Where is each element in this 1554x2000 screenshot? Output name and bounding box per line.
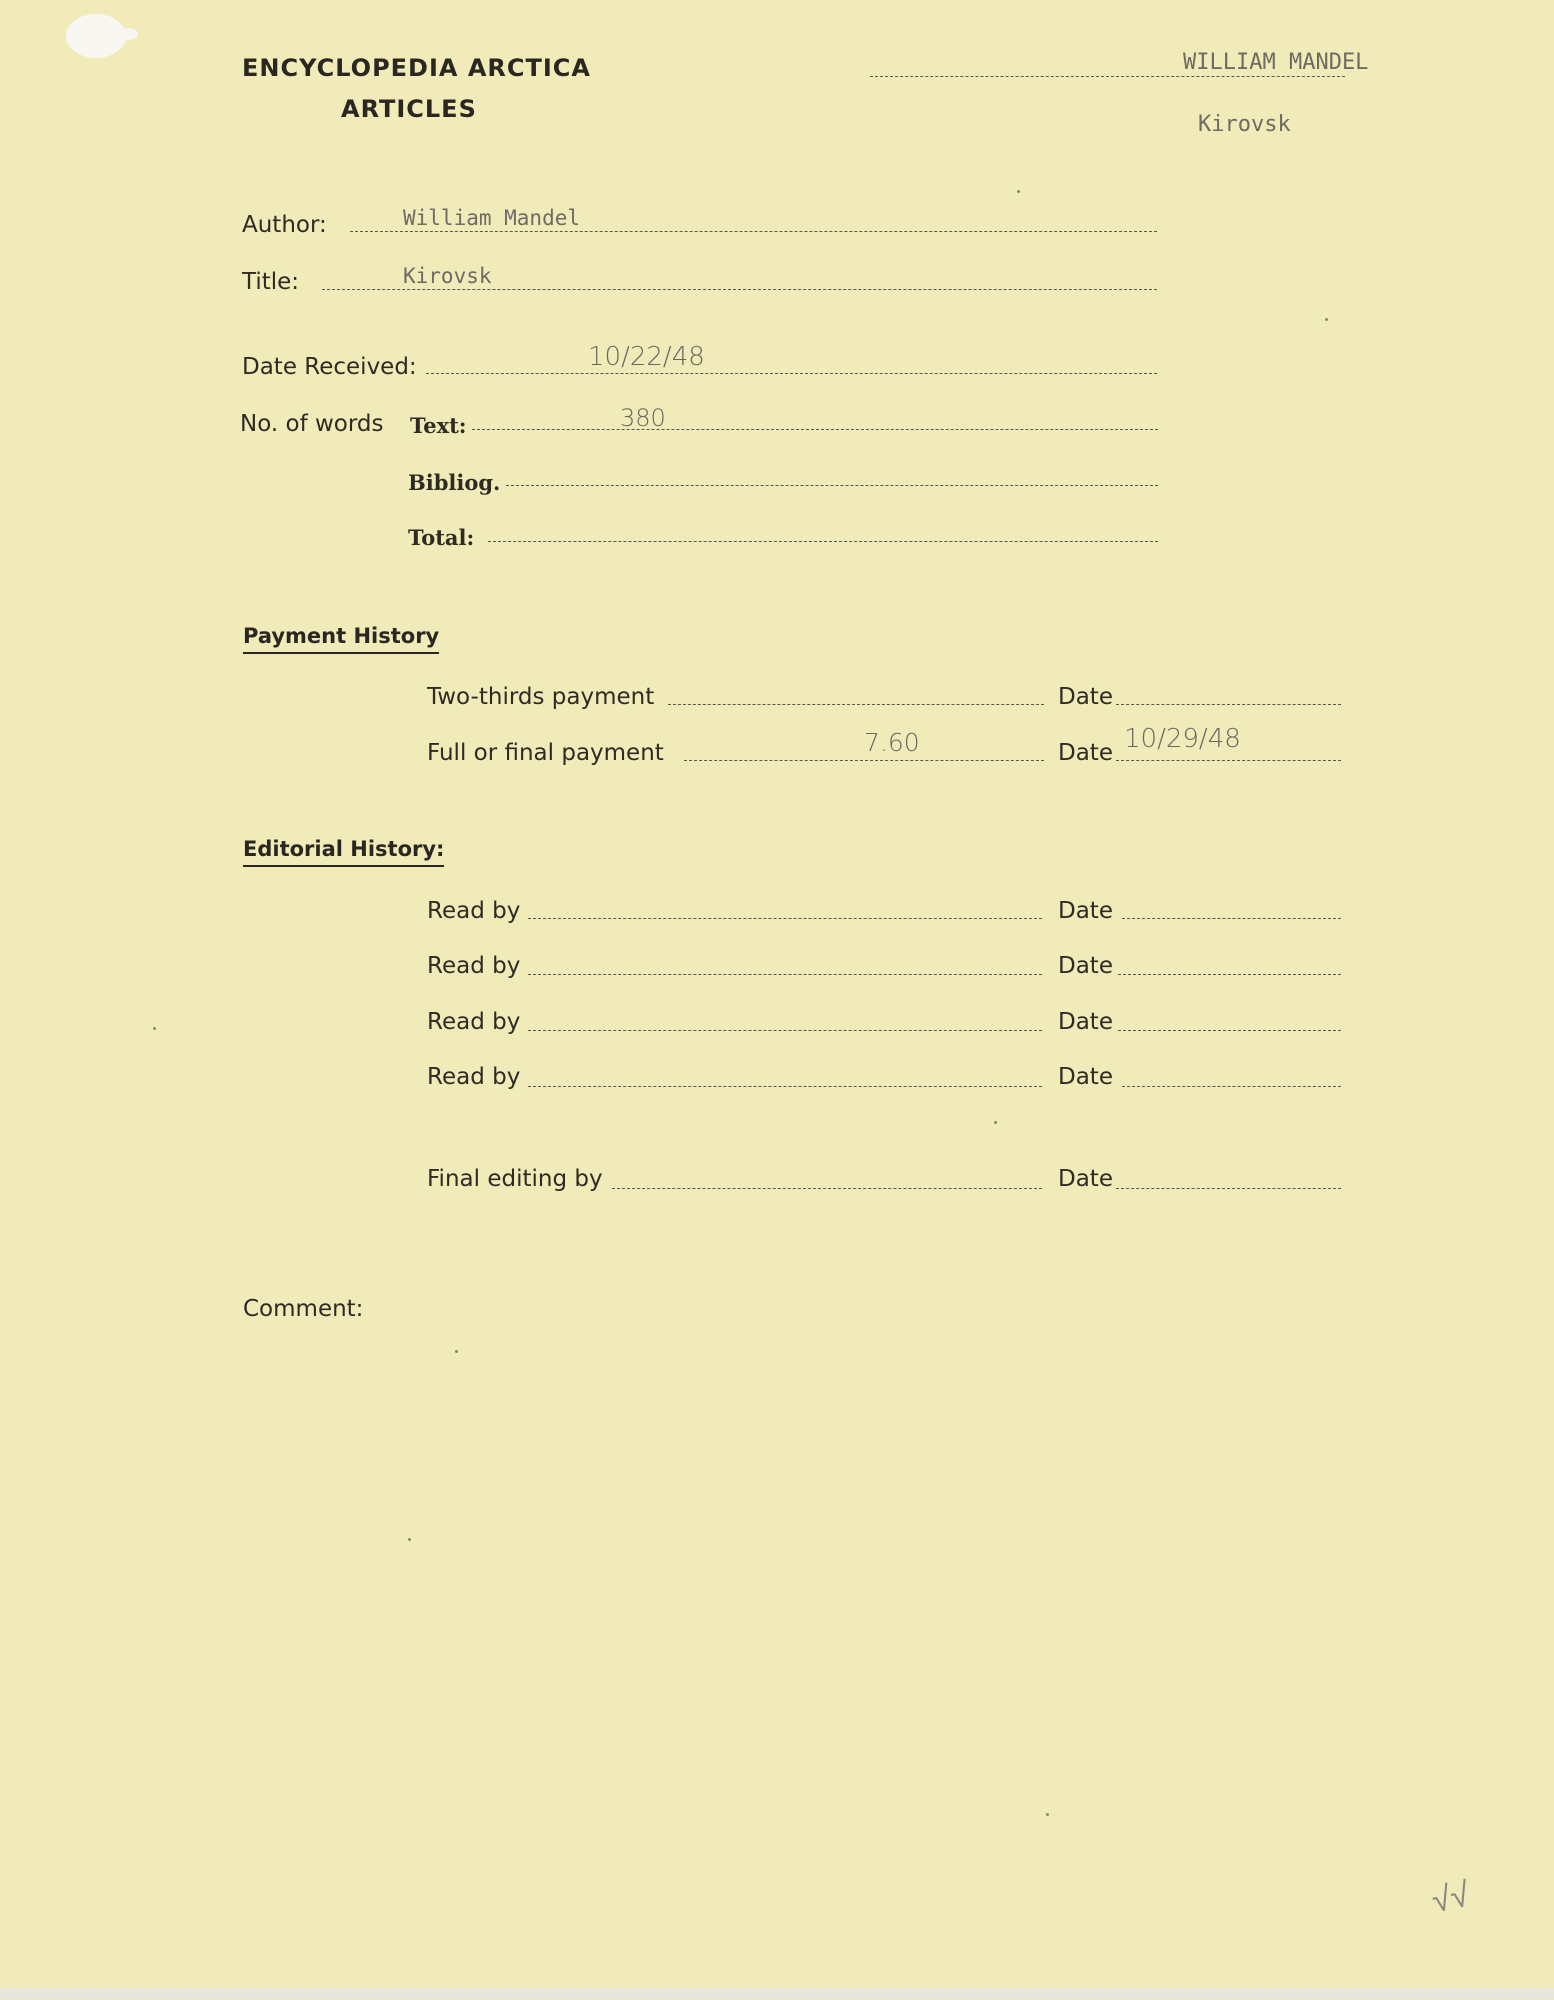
read-by-line-4[interactable] — [528, 1086, 1042, 1087]
date-received-value: 10/22/48 — [588, 342, 705, 372]
words-label: No. of words — [240, 411, 384, 437]
full-payment-date-line[interactable] — [1116, 760, 1341, 761]
bibliog-line[interactable] — [506, 485, 1158, 486]
date-received-line[interactable] — [426, 373, 1157, 374]
read-by-label-2: Read by — [427, 953, 521, 979]
final-editing-date-line[interactable] — [1116, 1188, 1341, 1189]
two-thirds-date-label: Date — [1058, 684, 1113, 710]
bibliog-label: Bibliog. — [408, 470, 501, 495]
read-by-label-3: Read by — [427, 1009, 521, 1035]
date-received-label: Date Received: — [242, 354, 417, 380]
two-thirds-line[interactable] — [668, 704, 1044, 705]
read-by-date-label-3: Date — [1058, 1009, 1113, 1035]
full-payment-date-value: 10/29/48 — [1124, 724, 1241, 754]
paper-speck — [1046, 1813, 1049, 1816]
final-editing-date-label: Date — [1058, 1166, 1113, 1192]
text-label: Text: — [410, 413, 467, 438]
paper-speck — [153, 1027, 156, 1030]
read-by-line-3[interactable] — [528, 1030, 1042, 1031]
torn-corner — [66, 14, 126, 58]
paper-speck — [1325, 318, 1328, 321]
read-by-label-4: Read by — [427, 1064, 521, 1090]
stamp-title: Kirovsk — [1198, 112, 1291, 137]
two-thirds-date-line[interactable] — [1116, 704, 1341, 705]
paper-speck — [455, 1350, 458, 1353]
scan-edge — [0, 1988, 1554, 2000]
editorial-heading: Editorial History: — [243, 837, 444, 867]
author-line[interactable] — [350, 231, 1157, 232]
margin-check-marks: √√ — [1428, 1874, 1474, 1922]
text-line[interactable] — [472, 429, 1158, 430]
final-editing-label: Final editing by — [427, 1166, 603, 1192]
full-payment-line[interactable] — [684, 760, 1044, 761]
final-editing-line[interactable] — [612, 1188, 1042, 1189]
read-by-label-1: Read by — [427, 898, 521, 924]
full-payment-date-label: Date — [1058, 740, 1113, 766]
torn-corner-fleck — [120, 28, 138, 40]
payment-heading: Payment History — [243, 624, 439, 654]
stamp-underline — [870, 76, 1345, 77]
full-payment-value: 7.60 — [864, 728, 920, 757]
comment-label: Comment: — [243, 1296, 364, 1322]
title-value: Kirovsk — [403, 264, 492, 288]
read-by-date-label-1: Date — [1058, 898, 1113, 924]
read-by-date-line-4[interactable] — [1122, 1086, 1341, 1087]
read-by-date-label-4: Date — [1058, 1064, 1113, 1090]
full-payment-label: Full or final payment — [427, 740, 664, 766]
read-by-date-line-2[interactable] — [1118, 974, 1341, 975]
text-value: 380 — [620, 404, 666, 432]
paper-speck — [408, 1538, 411, 1541]
stamp-name: WILLIAM MANDEL — [1183, 50, 1369, 75]
total-label: Total: — [408, 525, 475, 550]
two-thirds-label: Two-thirds payment — [427, 684, 655, 710]
paper-speck — [994, 1121, 997, 1124]
read-by-line-1[interactable] — [528, 918, 1042, 919]
read-by-line-2[interactable] — [528, 974, 1042, 975]
paper-speck — [1017, 190, 1020, 193]
title-line[interactable] — [322, 289, 1157, 290]
header-title-line2: ARTICLES — [341, 95, 477, 123]
read-by-date-line-1[interactable] — [1122, 918, 1341, 919]
header-title-line1: ENCYCLOPEDIA ARCTICA — [242, 54, 591, 82]
author-value: William Mandel — [403, 206, 581, 230]
title-label: Title: — [242, 269, 300, 295]
read-by-date-label-2: Date — [1058, 953, 1113, 979]
author-label: Author: — [242, 212, 327, 238]
read-by-date-line-3[interactable] — [1118, 1030, 1341, 1031]
total-line[interactable] — [488, 541, 1158, 542]
